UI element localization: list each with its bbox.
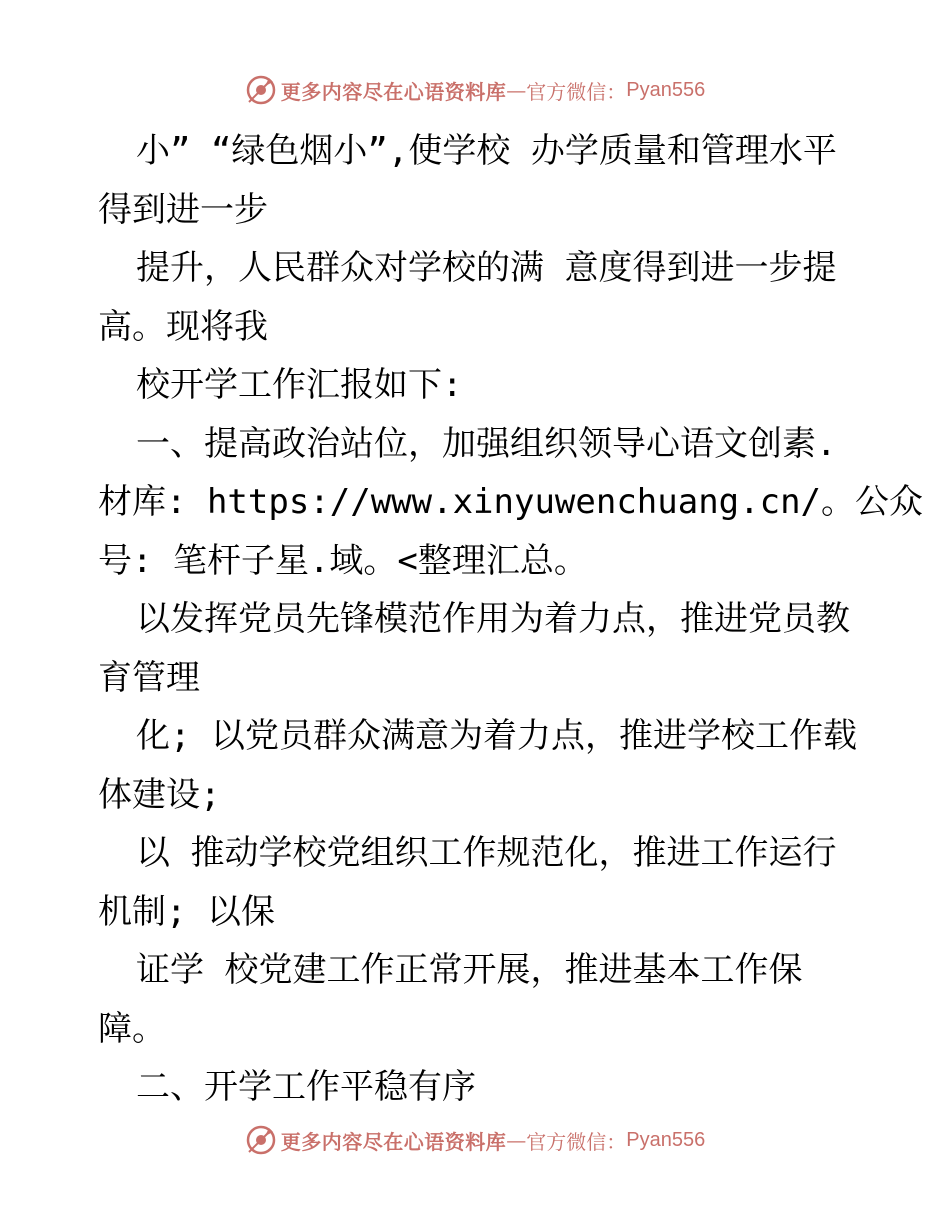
paragraph-line: 号: 笔杆子星.域。<整理汇总。 [98, 540, 588, 581]
document-body [98, 122, 924, 1117]
section-heading-line: 一、提高政治站位，加强组织领导心语文创素. [136, 423, 837, 464]
paragraph-line: 以 推动学校党组织工作规范化，推进工作运行 [136, 833, 837, 873]
paragraph-line: 育管理 [98, 657, 200, 698]
banner-brand-text: 更多内容尽在心语资料库 [280, 79, 507, 104]
banner-wechat-id: Pyan556 [626, 1128, 706, 1151]
paragraph-line: 得到进一步 [98, 189, 268, 230]
banner-separator: — [506, 1128, 527, 1152]
paragraph-line: 化; 以党员群众满意为着力点，推进学校工作载 [136, 716, 857, 756]
banner-brand-text: 更多内容尽在心语资料库 [280, 1129, 507, 1154]
paragraph-line: 校开学工作汇报如下: [136, 365, 463, 405]
paragraph-line: 提升，人民群众对学校的满 意度得到进一步提 [136, 248, 837, 288]
banner-wechat-label: 官方微信： [526, 79, 627, 104]
paragraph-line: 证学 校党建工作正常开展，推进基本工作保 [136, 950, 803, 990]
paragraph-line: 高。现将我 [98, 306, 268, 347]
paragraph-line: 材库: https://www.xinyuwenchuang.cn/。公众 [98, 482, 924, 522]
paragraph-line: 机制; 以保 [98, 891, 275, 932]
header-watermark-banner [0, 70, 950, 110]
banner-wechat-label: 官方微信： [526, 1129, 627, 1154]
paragraph-line: 障。 [98, 1008, 166, 1049]
section-heading-line: 二、开学工作平稳有序 [136, 1067, 476, 1107]
footer-watermark-banner [0, 1120, 950, 1160]
paragraph-line: 体建设; [98, 774, 221, 815]
banner-separator: — [506, 78, 527, 102]
banner-wechat-id: Pyan556 [626, 78, 706, 101]
quill-seal-logo-icon [245, 74, 277, 106]
paragraph-line: 以发挥党员先锋模范作用为着力点，推进党员教 [136, 599, 850, 639]
paragraph-line: 小” “绿色烟小”,使学校 办学质量和管理水平 [136, 131, 837, 171]
quill-seal-logo-icon [245, 1124, 277, 1156]
